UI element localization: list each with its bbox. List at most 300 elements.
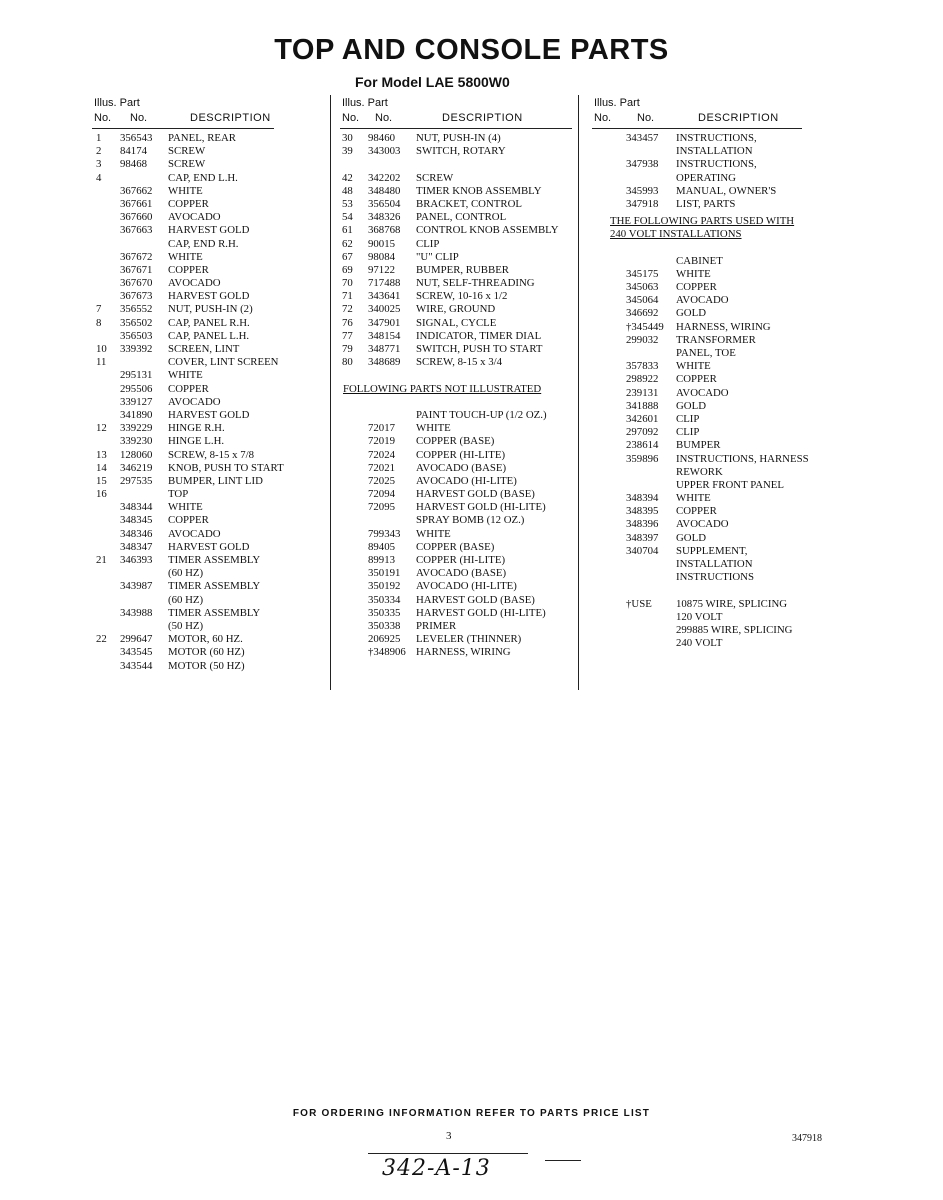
table-row xyxy=(92,488,322,501)
part-number: †345449 xyxy=(626,320,664,333)
header-illus-part: Illus. Part xyxy=(94,97,140,109)
part-description: COPPER xyxy=(168,197,209,210)
illus-number: 12 xyxy=(96,422,107,435)
part-number: 297535 xyxy=(120,474,153,487)
handwritten-dash xyxy=(545,1160,581,1161)
table-row xyxy=(592,637,822,650)
part-number: 346219 xyxy=(120,461,153,474)
table-row xyxy=(340,422,580,435)
part-description: NUT, SELF-THREADING xyxy=(416,277,535,290)
part-number: 348397 xyxy=(626,531,659,544)
part-number: 299032 xyxy=(626,333,659,346)
part-number: 356543 xyxy=(120,132,153,144)
header-description: DESCRIPTION xyxy=(190,112,271,124)
ordering-footer: FOR ORDERING INFORMATION REFER TO PARTS PRICE LIST xyxy=(292,1108,651,1119)
illus-number: 16 xyxy=(96,488,107,501)
table-row xyxy=(340,449,580,462)
table-row xyxy=(592,532,822,545)
table-row xyxy=(92,343,322,356)
part-description: COPPER xyxy=(676,281,717,294)
page-number: 3 xyxy=(446,1130,452,1142)
part-number: 343987 xyxy=(120,580,153,593)
header-description: DESCRIPTION xyxy=(442,112,523,124)
table-row xyxy=(592,360,822,373)
table-row xyxy=(340,607,580,620)
table-row xyxy=(92,185,322,198)
table-row xyxy=(340,211,580,224)
part-description: HARNESS, WIRING xyxy=(676,320,771,333)
illus-number: 4 xyxy=(96,171,102,184)
part-number: 72025 xyxy=(368,474,395,487)
part-description: BUMPER, RUBBER xyxy=(416,263,509,276)
240v-note-line-1: THE FOLLOWING PARTS USED WITH xyxy=(610,215,795,228)
part-description: 240 VOLT xyxy=(676,637,723,650)
part-description: WHITE xyxy=(168,369,203,382)
table-row xyxy=(92,317,322,330)
part-number: 348396 xyxy=(626,518,659,531)
part-number: 345063 xyxy=(626,281,659,294)
part-description: SCREW xyxy=(168,145,206,158)
header-rule xyxy=(92,128,274,129)
part-number: 367671 xyxy=(120,263,153,276)
part-number: 348771 xyxy=(368,343,401,355)
table-row xyxy=(92,462,322,475)
part-number: 356504 xyxy=(368,197,401,210)
part-number: 367672 xyxy=(120,250,153,263)
table-row xyxy=(340,594,580,607)
table-row xyxy=(340,238,580,251)
part-number: 348689 xyxy=(368,356,401,369)
table-row xyxy=(92,224,322,237)
part-description: MOTOR (50 HZ) xyxy=(168,659,245,672)
column-divider xyxy=(330,95,331,690)
part-number: 84174 xyxy=(120,145,147,158)
part-number: 367670 xyxy=(120,277,153,290)
part-number: 350192 xyxy=(368,580,401,593)
part-number: 72019 xyxy=(368,435,395,448)
part-number: 340704 xyxy=(626,544,659,557)
illus-number: 14 xyxy=(96,461,107,474)
header-illus-no: No. xyxy=(342,112,360,124)
part-description: SWITCH, ROTARY xyxy=(416,145,506,158)
table-row xyxy=(340,488,580,501)
table-row xyxy=(92,251,322,264)
table-row xyxy=(592,413,822,426)
table-row xyxy=(340,514,580,527)
table-row xyxy=(592,321,822,334)
table-row xyxy=(340,330,580,343)
part-number: 72021 xyxy=(368,461,395,474)
model-subtitle: For Model LAE 5800W0 xyxy=(355,74,510,90)
part-description: "U" CLIP xyxy=(416,250,459,263)
part-description: CLIP xyxy=(676,412,700,425)
part-description: INSTRUCTIONS, xyxy=(676,158,757,171)
part-description: CLIP xyxy=(416,237,440,250)
part-number: 72095 xyxy=(368,501,395,514)
part-description: GOLD xyxy=(676,307,706,320)
table-row xyxy=(92,330,322,343)
table-row xyxy=(92,198,322,211)
part-number: 97122 xyxy=(368,263,395,276)
table-row xyxy=(592,400,822,413)
table-row xyxy=(592,426,822,439)
table-row xyxy=(92,567,322,580)
column-header xyxy=(592,97,822,129)
table-row xyxy=(92,475,322,488)
part-number: 348480 xyxy=(368,184,401,197)
part-description: AVOCADO xyxy=(168,395,221,408)
table-row xyxy=(92,422,322,435)
part-description: WHITE xyxy=(676,267,711,280)
table-row xyxy=(592,505,822,518)
part-description: AVOCADO xyxy=(676,386,729,399)
part-description: PAINT TOUCH-UP (1/2 OZ.) xyxy=(416,408,547,421)
part-number: 341888 xyxy=(626,399,659,412)
part-description: COPPER xyxy=(168,263,209,276)
part-description: WHITE xyxy=(676,360,711,373)
table-row xyxy=(340,528,580,541)
table-row xyxy=(340,303,580,316)
part-number: 367661 xyxy=(120,197,153,210)
part-number: 343988 xyxy=(120,606,153,619)
part-number: 345175 xyxy=(626,267,659,280)
table-row xyxy=(92,238,322,251)
table-row xyxy=(340,501,580,514)
part-number: 348346 xyxy=(120,527,153,540)
table-row xyxy=(592,453,822,466)
part-description: LIST, PARTS xyxy=(676,197,736,210)
part-description: HARVEST GOLD (HI-LITE) xyxy=(416,501,546,514)
column-header xyxy=(92,97,322,129)
part-description: WHITE xyxy=(168,184,203,197)
part-number: 72024 xyxy=(368,448,395,461)
part-number: 347918 xyxy=(626,197,659,210)
part-number: 340025 xyxy=(368,303,401,316)
table-row xyxy=(92,501,322,514)
part-number: 239131 xyxy=(626,386,659,399)
part-description: COPPER xyxy=(168,382,209,395)
part-number: 359896 xyxy=(626,452,659,465)
part-description: BUMPER, LINT LID xyxy=(168,474,263,487)
table-row xyxy=(592,145,822,158)
illus-number: 67 xyxy=(342,250,353,263)
part-description: AVOCADO (HI-LITE) xyxy=(416,474,517,487)
table-row xyxy=(92,541,322,554)
part-description: UPPER FRONT PANEL xyxy=(676,478,785,491)
part-description: 10875 WIRE, SPLICING xyxy=(676,597,788,610)
table-row xyxy=(340,264,580,277)
table-row xyxy=(340,145,580,158)
table-row xyxy=(340,409,580,422)
illus-number: 10 xyxy=(96,343,107,355)
part-number: 350334 xyxy=(368,593,401,606)
document-number: 347918 xyxy=(792,1133,822,1144)
table-row xyxy=(92,158,322,171)
part-description: AVOCADO xyxy=(676,294,729,307)
illus-number: 72 xyxy=(342,303,353,316)
240v-note-line-2: 240 VOLT INSTALLATIONS xyxy=(610,228,742,241)
table-row xyxy=(340,633,580,646)
table-row xyxy=(340,435,580,448)
part-description: BUMPER xyxy=(676,439,721,452)
illus-number: 70 xyxy=(342,277,353,290)
parts-column-1 xyxy=(92,97,322,673)
part-description: TOP xyxy=(168,488,189,501)
part-description: HARVEST GOLD xyxy=(168,540,250,553)
table-row xyxy=(340,224,580,237)
part-description: COPPER xyxy=(676,373,717,386)
table-row xyxy=(592,294,822,307)
part-description: AVOCADO (BASE) xyxy=(416,461,507,474)
part-description: SIGNAL, CYCLE xyxy=(416,316,497,329)
part-number: 98084 xyxy=(368,250,395,263)
table-row xyxy=(592,545,822,558)
part-description: HARVEST GOLD (BASE) xyxy=(416,593,535,606)
part-number: 339392 xyxy=(120,343,153,355)
part-number: 343544 xyxy=(120,659,153,672)
parts-rows-not-illustrated xyxy=(340,409,580,660)
table-row xyxy=(592,611,822,624)
table-row xyxy=(92,646,322,659)
table-row xyxy=(92,514,322,527)
part-description: TIMER KNOB ASSEMBLY xyxy=(416,184,542,197)
table-row xyxy=(340,554,580,567)
part-description: PANEL, REAR xyxy=(168,132,236,144)
table-row xyxy=(592,373,822,386)
part-description: GOLD xyxy=(676,531,706,544)
table-row xyxy=(340,185,580,198)
table-row xyxy=(92,356,322,369)
part-description: AVOCADO (BASE) xyxy=(416,567,507,580)
header-rule xyxy=(340,128,572,129)
illus-number: 21 xyxy=(96,554,107,566)
table-row xyxy=(92,277,322,290)
parts-column-2 xyxy=(340,97,580,660)
part-description: SWITCH, PUSH TO START xyxy=(416,343,543,355)
illus-number: 80 xyxy=(342,356,353,369)
part-description: WIRE, GROUND xyxy=(416,303,496,316)
part-description: CAP, PANEL L.H. xyxy=(168,329,250,342)
part-description: INSTALLATION xyxy=(676,558,753,570)
table-row xyxy=(92,303,322,316)
table-row xyxy=(592,268,822,281)
table-row xyxy=(340,198,580,211)
part-description: HINGE L.H. xyxy=(168,435,225,448)
illus-number: 39 xyxy=(342,145,353,158)
part-number: †348906 xyxy=(368,646,406,659)
table-row xyxy=(592,492,822,505)
illus-number: 3 xyxy=(96,158,102,171)
illus-number: 61 xyxy=(342,224,353,237)
part-description: MOTOR (60 HZ) xyxy=(168,646,245,659)
table-row xyxy=(592,571,822,584)
part-number: 339230 xyxy=(120,435,153,448)
part-number: 128060 xyxy=(120,448,153,461)
part-description: WHITE xyxy=(416,422,451,435)
table-row xyxy=(592,479,822,492)
column-divider xyxy=(578,95,579,690)
part-description: WHITE xyxy=(168,501,203,514)
parts-column-3 xyxy=(592,97,822,650)
table-row xyxy=(592,518,822,531)
part-number: 346393 xyxy=(120,554,153,566)
header-illus-no: No. xyxy=(594,112,612,124)
part-description: PRIMER xyxy=(416,619,457,632)
table-row xyxy=(340,172,580,185)
part-number: 298922 xyxy=(626,373,659,386)
table-row xyxy=(592,466,822,479)
part-number: 299647 xyxy=(120,633,153,646)
handwritten-underline xyxy=(368,1153,528,1154)
part-number: 717488 xyxy=(368,277,401,290)
part-number: 297092 xyxy=(626,426,659,439)
part-number: 295131 xyxy=(120,369,153,382)
table-row xyxy=(340,158,580,171)
part-number: 345993 xyxy=(626,184,659,197)
part-description: HARVEST GOLD (BASE) xyxy=(416,488,535,501)
part-description: PANEL, TOE xyxy=(676,347,736,359)
part-number: 347938 xyxy=(626,158,659,171)
illus-number: 11 xyxy=(96,356,107,369)
part-number: 343641 xyxy=(368,290,401,303)
header-illus-part: Illus. Part xyxy=(594,97,640,109)
part-number: 348326 xyxy=(368,211,401,224)
part-number: 357833 xyxy=(626,360,659,373)
illus-number: 8 xyxy=(96,316,102,329)
header-description: DESCRIPTION xyxy=(698,112,779,124)
parts-rows xyxy=(592,132,822,211)
table-row xyxy=(340,290,580,303)
part-description: 120 VOLT xyxy=(676,610,723,623)
illus-number: 76 xyxy=(342,316,353,329)
part-description: SCREW xyxy=(416,171,454,184)
part-description: MOTOR, 60 HZ. xyxy=(168,633,243,646)
part-description: TIMER ASSEMBLY xyxy=(168,606,261,619)
part-number: 72094 xyxy=(368,488,395,501)
part-description: COPPER xyxy=(676,505,717,518)
part-number: 348344 xyxy=(120,501,153,514)
part-description: INSTRUCTIONS xyxy=(676,571,754,584)
table-row xyxy=(92,145,322,158)
part-description: GOLD xyxy=(676,399,706,412)
table-row xyxy=(92,132,322,145)
part-number: 339127 xyxy=(120,395,153,408)
illus-number: 53 xyxy=(342,197,353,210)
part-number: 339229 xyxy=(120,422,153,435)
part-description: AVOCADO xyxy=(676,518,729,531)
table-row xyxy=(92,290,322,303)
table-row xyxy=(340,475,580,488)
part-description: AVOCADO (HI-LITE) xyxy=(416,580,517,593)
illus-number: 22 xyxy=(96,633,107,646)
part-description: HINGE R.H. xyxy=(168,422,225,435)
part-description: OPERATING xyxy=(676,171,736,184)
part-description: NUT, PUSH-IN (2) xyxy=(168,303,253,316)
illus-number: 71 xyxy=(342,290,353,303)
part-description: NUT, PUSH-IN (4) xyxy=(416,132,501,144)
part-number: 367663 xyxy=(120,224,153,237)
part-description: HARVEST GOLD xyxy=(168,290,250,303)
part-number: 367660 xyxy=(120,211,153,224)
part-description: WHITE xyxy=(676,492,711,505)
handwritten-note: 342-A-13 xyxy=(382,1156,491,1181)
part-description: BRACKET, CONTROL xyxy=(416,197,522,210)
part-description: (60 HZ) xyxy=(168,593,204,606)
part-number: 341890 xyxy=(120,408,153,421)
part-description: CAP, PANEL R.H. xyxy=(168,316,250,329)
part-number: 348347 xyxy=(120,540,153,553)
table-row xyxy=(340,646,580,659)
part-number: 348395 xyxy=(626,505,659,518)
table-row xyxy=(92,172,322,185)
table-row xyxy=(592,132,822,145)
table-row xyxy=(92,660,322,673)
table-row xyxy=(340,277,580,290)
table-row xyxy=(340,343,580,356)
part-description: TIMER ASSEMBLY xyxy=(168,580,261,593)
part-number: 295506 xyxy=(120,382,153,395)
parts-rows-240v xyxy=(592,255,822,585)
table-row xyxy=(340,251,580,264)
table-row xyxy=(92,594,322,607)
table-row xyxy=(592,439,822,452)
part-description: INDICATOR, TIMER DIAL xyxy=(416,329,542,342)
table-row xyxy=(340,132,580,145)
part-description: AVOCADO xyxy=(168,277,221,290)
illus-number: 77 xyxy=(342,329,353,342)
part-number: 89405 xyxy=(368,540,395,553)
part-description: HARVEST GOLD (HI-LITE) xyxy=(416,606,546,619)
part-number: 347901 xyxy=(368,316,401,329)
part-number: 90015 xyxy=(368,237,395,250)
illus-number: 2 xyxy=(96,145,102,158)
part-number: 348154 xyxy=(368,329,401,342)
part-description: TIMER ASSEMBLY xyxy=(168,554,261,566)
illus-number: 69 xyxy=(342,263,353,276)
part-description: SCREW, 8-15 x 3/4 xyxy=(416,356,502,369)
part-description: CAP, END L.H. xyxy=(168,171,238,184)
part-number: 348394 xyxy=(626,492,659,505)
table-row xyxy=(92,396,322,409)
header-part-no: No. xyxy=(637,112,655,124)
table-row xyxy=(592,198,822,211)
table-row xyxy=(92,264,322,277)
part-description: SUPPLEMENT, xyxy=(676,544,748,557)
part-description: 299885 WIRE, SPLICING xyxy=(676,623,793,636)
part-description: COPPER xyxy=(168,514,209,527)
part-description: COPPER (BASE) xyxy=(416,540,495,553)
part-description: CAP, END R.H. xyxy=(168,237,239,250)
part-number: 367673 xyxy=(120,290,153,303)
table-row xyxy=(592,185,822,198)
illus-number: 62 xyxy=(342,237,353,250)
part-description: COVER, LINT SCREEN xyxy=(168,356,279,369)
table-row xyxy=(592,172,822,185)
part-number: 356503 xyxy=(120,329,153,342)
part-number: 343545 xyxy=(120,646,153,659)
part-number: 72017 xyxy=(368,422,395,435)
part-description: HARVEST GOLD xyxy=(168,408,250,421)
table-row xyxy=(592,624,822,637)
table-row xyxy=(92,633,322,646)
table-row xyxy=(340,567,580,580)
part-description: (50 HZ) xyxy=(168,619,204,632)
table-row xyxy=(592,334,822,347)
part-number: 206925 xyxy=(368,633,401,646)
part-description: COPPER (HI-LITE) xyxy=(416,554,506,566)
part-description: WHITE xyxy=(168,250,203,263)
part-description: AVOCADO xyxy=(168,527,221,540)
